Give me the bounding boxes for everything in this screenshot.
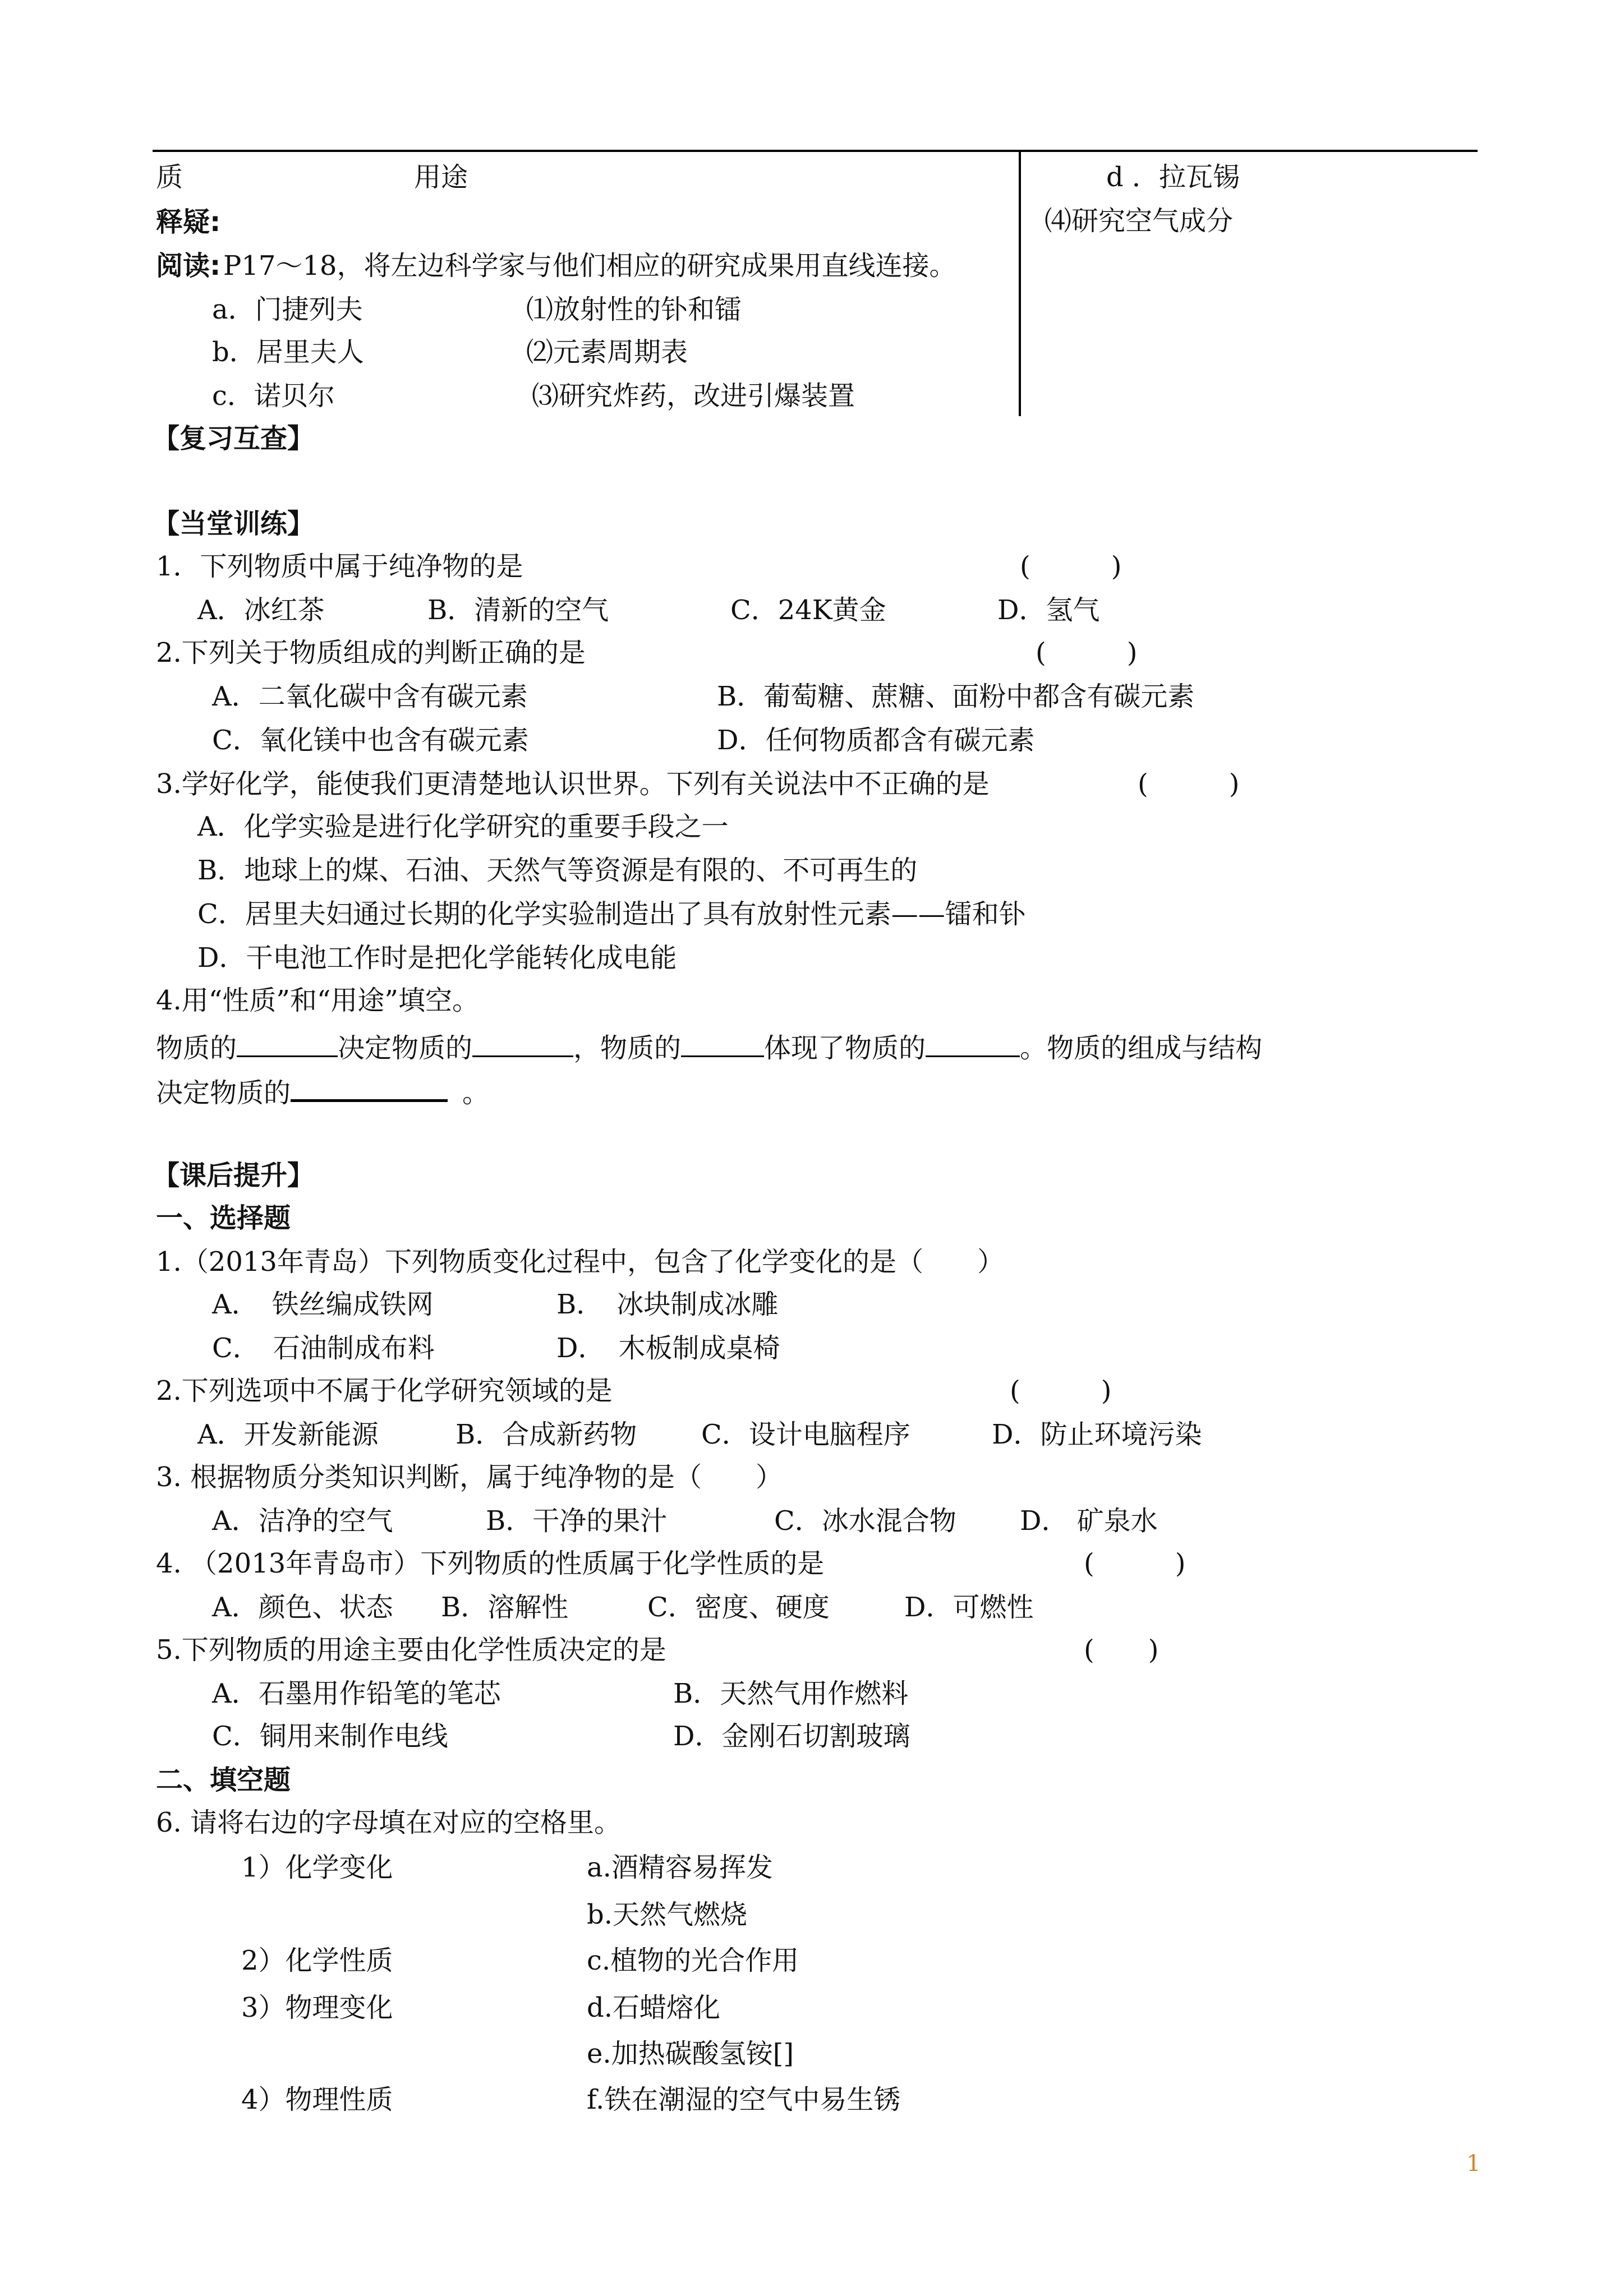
answer-paren: ( ) [1138,768,1240,800]
option: D．可燃性 [904,1592,1034,1623]
match-right-item: d.石蜡熔化 [587,1992,720,2023]
fill-text: 决定物质的 [156,1077,291,1109]
option: C．铜用来制作电线 [212,1721,448,1752]
header-cell-use: 用途 [414,162,468,193]
option: D．氢气 [997,594,1100,626]
right-scientist: d ．拉瓦锡 [1106,162,1240,193]
fill-text: 。物质的组成与结构 [1020,1032,1263,1064]
option: B．干净的果汁 [486,1505,668,1537]
option: B．地球上的煤、石油、天然气等资源是有限的、不可再生的 [197,855,918,886]
option: A． 铁丝编成铁网 [212,1289,434,1320]
option: C．氧化镁中也含有碳元素 [212,725,529,756]
option: B．合成新药物 [456,1419,637,1450]
part-title-fill: 二、填空题 [156,1764,291,1796]
fill-line-1 [156,1031,1262,1062]
yuedu-text: P17～18，将左边科学家与他们相应的研究成果用直线连接。 [223,250,956,282]
fill-blank[interactable] [681,1031,764,1057]
option: D． 矿泉水 [1020,1505,1158,1537]
header-cell-property: 质 [156,162,183,193]
scientist-item: a．门捷列夫 [212,294,363,325]
option: B． 冰块制成冰雕 [556,1289,779,1320]
option: B．葡萄糖、蔗糖、面粉中都含有碳元素 [717,681,1195,712]
page-number: 1 [1466,2151,1481,2177]
answer-paren: ( ) [1084,1548,1186,1579]
answer-paren: ( ) [1010,1375,1112,1407]
option: D．任何物质都含有碳元素 [717,725,1035,756]
option: B．溶解性 [441,1592,569,1623]
option: D．金刚石切割玻璃 [673,1721,910,1752]
question-text: 2.下列关于物质组成的判断正确的是 [156,637,586,668]
match-right-item: c.植物的光合作用 [587,1945,799,1976]
match-right-item: e.加热碳酸氢铵[] [587,2038,794,2069]
table-column-divider [1019,151,1021,416]
match-right-item: b.天然气燃烧 [587,1899,747,1930]
part-title-choice: 一、选择题 [156,1202,291,1234]
question-text: 1．下列物质中属于纯净物的是 [156,551,523,582]
option: A．石墨用作铅笔的笔芯 [212,1678,501,1709]
fill-blank[interactable] [472,1031,573,1057]
section-heading-review: 【复习互查】 [153,423,315,454]
fill-blank[interactable] [291,1075,448,1102]
fill-line-2 [156,1075,490,1109]
question-text: 2.下列选项中不属于化学研究领域的是 [156,1375,613,1407]
option: D．防止环境污染 [992,1419,1202,1450]
option: C．冰水混合物 [774,1505,956,1537]
section-heading-classwork: 【当堂训练】 [153,508,315,540]
option: C．设计电脑程序 [701,1419,910,1450]
achievement-item: ⑶研究炸药，改进引爆装置 [532,380,855,412]
question-text: 6. 请将右边的字母填在对应的空格里。 [156,1807,622,1838]
option: D． 木板制成桌椅 [556,1333,780,1364]
option: C．密度、硬度 [647,1592,830,1623]
option: A．二氧化碳中含有碳元素 [212,681,528,712]
answer-paren: ( ) [1084,1634,1159,1666]
option: B．天然气用作燃料 [673,1678,909,1709]
answer-paren: ( ) [1036,637,1138,668]
option: A．颜色、状态 [212,1592,393,1623]
fill-text: 决定物质的 [338,1032,473,1064]
fill-text: 。 [462,1077,490,1109]
question-text: 5.下列物质的用途主要由化学性质决定的是 [156,1634,666,1666]
shiyi-label: 释疑: [156,206,221,238]
right-achievement: ⑷研究空气成分 [1045,205,1234,237]
scientist-item: c．诺贝尔 [212,380,335,412]
fill-text: 物质的 [156,1032,237,1064]
achievement-item: ⑵元素周期表 [526,336,688,368]
match-left-item: 4）物理性质 [241,2084,393,2115]
question-text: 4. （2013年青岛市）下列物质的性质属于化学性质的是 [156,1548,825,1579]
question-text: 3. 根据物质分类知识判断，属于纯净物的是（ ） [156,1461,783,1493]
option: A．洁净的空气 [212,1505,393,1537]
scientist-item: b．居里夫人 [212,336,364,368]
yuedu-label: 阅读: [156,250,221,282]
option: D．干电池工作时是把化学能转化成电能 [197,942,677,974]
option: B．清新的空气 [427,594,609,626]
option: A．冰红茶 [197,594,325,626]
match-right-item: a.酒精容易挥发 [587,1852,773,1883]
question-text: 3.学好化学，能使我们更清楚地认识世界。下列有关说法中不正确的是 [156,768,990,800]
option: A．化学实验是进行化学研究的重要手段之一 [197,811,729,842]
fill-blank[interactable] [237,1031,338,1057]
fill-text: ，物质的 [573,1032,682,1064]
option: A．开发新能源 [197,1419,379,1450]
match-left-item: 1）化学变化 [241,1852,393,1883]
fill-blank[interactable] [926,1031,1020,1057]
achievement-item: ⑴放射性的钋和镭 [526,294,742,325]
fill-text: 体现了物质的 [764,1032,926,1064]
question-text: 1.（2013年青岛）下列物质变化过程中，包含了化学变化的是（ ） [156,1246,1004,1278]
section-heading-after-class: 【课后提升】 [153,1160,315,1191]
question-text: 4.用“性质”和“用途”填空。 [156,985,479,1016]
match-left-item: 3）物理变化 [241,1992,393,2023]
answer-paren: ( ) [1020,551,1122,582]
option: C．24K黄金 [730,594,886,626]
option: C．居里夫妇通过长期的化学实验制造出了具有放射性元素——镭和钋 [197,898,1026,930]
option: C． 石油制成布料 [212,1333,435,1364]
table-top-rule [153,150,1478,152]
match-left-item: 2）化学性质 [241,1945,393,1976]
match-right-item: f.铁在潮湿的空气中易生锈 [587,2084,901,2115]
